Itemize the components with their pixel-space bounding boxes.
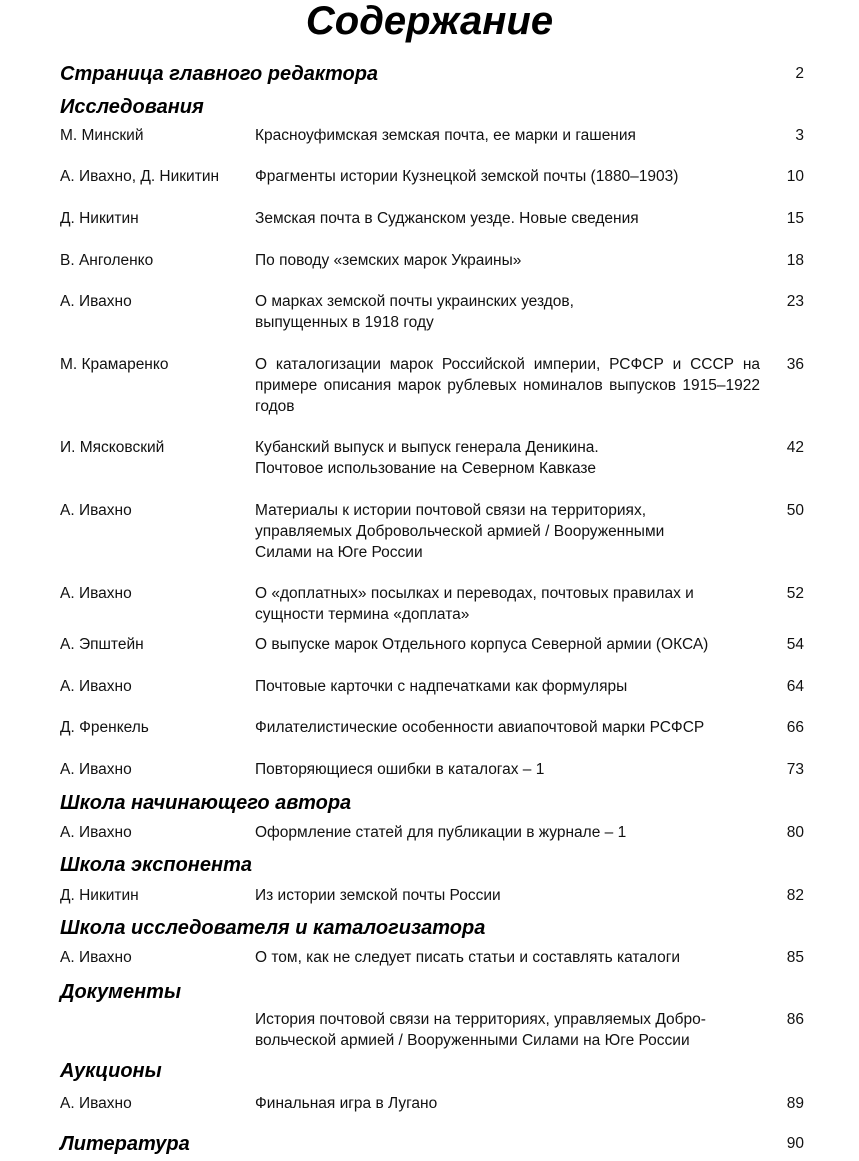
entry-title: Кубанский выпуск и выпуск генерала Деникина. Почтовое использование на Северном Кавказе: [255, 439, 599, 477]
entry-author: Д. Френкель: [60, 719, 149, 736]
entry-page-number: 86: [786, 1011, 804, 1028]
entry-author: А. Ивахно: [60, 585, 132, 602]
entry-title: О марках земской почты украинских уездов, выпущенных в 1918 году: [255, 293, 574, 331]
entry-page-number: 23: [786, 293, 804, 310]
entry-page-number: 64: [786, 678, 804, 695]
section-page-number-literature: 90: [786, 1135, 804, 1152]
entry-page-number: 82: [786, 887, 804, 904]
entry-author: А. Ивахно, Д. Никитин: [60, 168, 220, 185]
entry-author: А. Ивахно: [60, 293, 132, 310]
section-heading-auctions: Аукционы: [60, 1060, 162, 1082]
entry-title: Из истории земской почты России: [255, 887, 501, 904]
entry-page-number: 50: [786, 502, 804, 519]
section-heading-literature: Литература: [60, 1133, 190, 1155]
entry-author: А. Ивахно: [60, 502, 132, 519]
entry-title: О выпуске марок Отдельного корпуса Северной армии (ОКСА): [255, 636, 709, 653]
section-heading-research: Исследования: [60, 96, 204, 118]
entry-title: Красноуфимская земская почта, ее марки и гашения: [255, 127, 636, 144]
entry-title: Финальная игра в Лугано: [255, 1095, 438, 1112]
entry-title: О каталогизации марок Российской империи, РСФСР и СССР на примере описания марок рублевых номиналов выпусков 1915–1922 годов: [255, 356, 760, 415]
entry-author: А. Ивахно: [60, 824, 132, 841]
entry-title: Материалы к истории почтовой связи на территориях, управляемых Добровольческой армией / Вооруженными Силами на Юге России: [255, 502, 665, 561]
section-heading-school-researcher: Школа исследователя и каталогизатора: [60, 917, 486, 939]
entry-page-number: 80: [786, 824, 804, 841]
entry-page-number: 54: [786, 636, 804, 653]
entry-author: Д. Никитин: [60, 887, 139, 904]
entry-title: По поводу «земских марок Украины»: [255, 252, 522, 269]
entry-title: Филателистические особенности авиапочтовой марки РСФСР: [255, 719, 705, 736]
entry-author: А. Ивахно: [60, 761, 132, 778]
page-title: Содержание: [305, 0, 554, 43]
entry-author: А. Ивахно: [60, 678, 132, 695]
entry-author: А. Эпштейн: [60, 636, 144, 653]
entry-page-number: 52: [786, 585, 804, 602]
entry-author: И. Мясковский: [60, 439, 165, 456]
entry-page-number: 3: [795, 127, 804, 144]
entry-page-number: 18: [786, 252, 804, 269]
entry-title: Повторяющиеся ошибки в каталогах – 1: [255, 761, 545, 778]
section-heading-editor: Страница главного редактора: [60, 63, 379, 85]
entry-page-number: 66: [786, 719, 804, 736]
entry-page-number: 42: [786, 439, 804, 456]
entry-title: Оформление статей для публикации в журнале – 1: [255, 824, 627, 841]
section-heading-school-author: Школа начинающего автора: [60, 792, 352, 814]
entry-page-number: 10: [786, 168, 804, 185]
entry-page-number: 15: [786, 210, 804, 227]
entry-page-number: 89: [786, 1095, 804, 1112]
entry-author: А. Ивахно: [60, 949, 132, 966]
section-heading-documents: Документы: [60, 981, 182, 1003]
entry-title: Почтовые карточки с надпечатками как формуляры: [255, 678, 628, 695]
entry-page-number: 73: [786, 761, 804, 778]
entry-author: В. Анголенко: [60, 252, 154, 269]
entry-author: М. Минский: [60, 127, 144, 144]
entry-author: А. Ивахно: [60, 1095, 132, 1112]
entry-title: О «доплатных» посылках и переводах, почтовых правилах и сущности термина «доплата»: [255, 585, 694, 623]
entry-page-number: 36: [786, 356, 804, 373]
entry-title: Фрагменты истории Кузнецкой земской почты (1880–1903): [255, 168, 679, 185]
entry-author: Д. Никитин: [60, 210, 139, 227]
entry-title: О том, как не следует писать статьи и составлять каталоги: [255, 949, 681, 966]
entry-title: История почтовой связи на территориях, управляемых Добро- вольческой армией / Вооруженными Силами на Юге России: [255, 1011, 706, 1049]
section-heading-school-exhibitor: Школа экспонента: [60, 854, 252, 876]
entry-page-number: 85: [786, 949, 804, 966]
entry-title: Земская почта в Суджанском уезде. Новые сведения: [255, 210, 639, 227]
entry-author: М. Крамаренко: [60, 356, 169, 373]
section-page-number-editor: 2: [795, 65, 804, 82]
